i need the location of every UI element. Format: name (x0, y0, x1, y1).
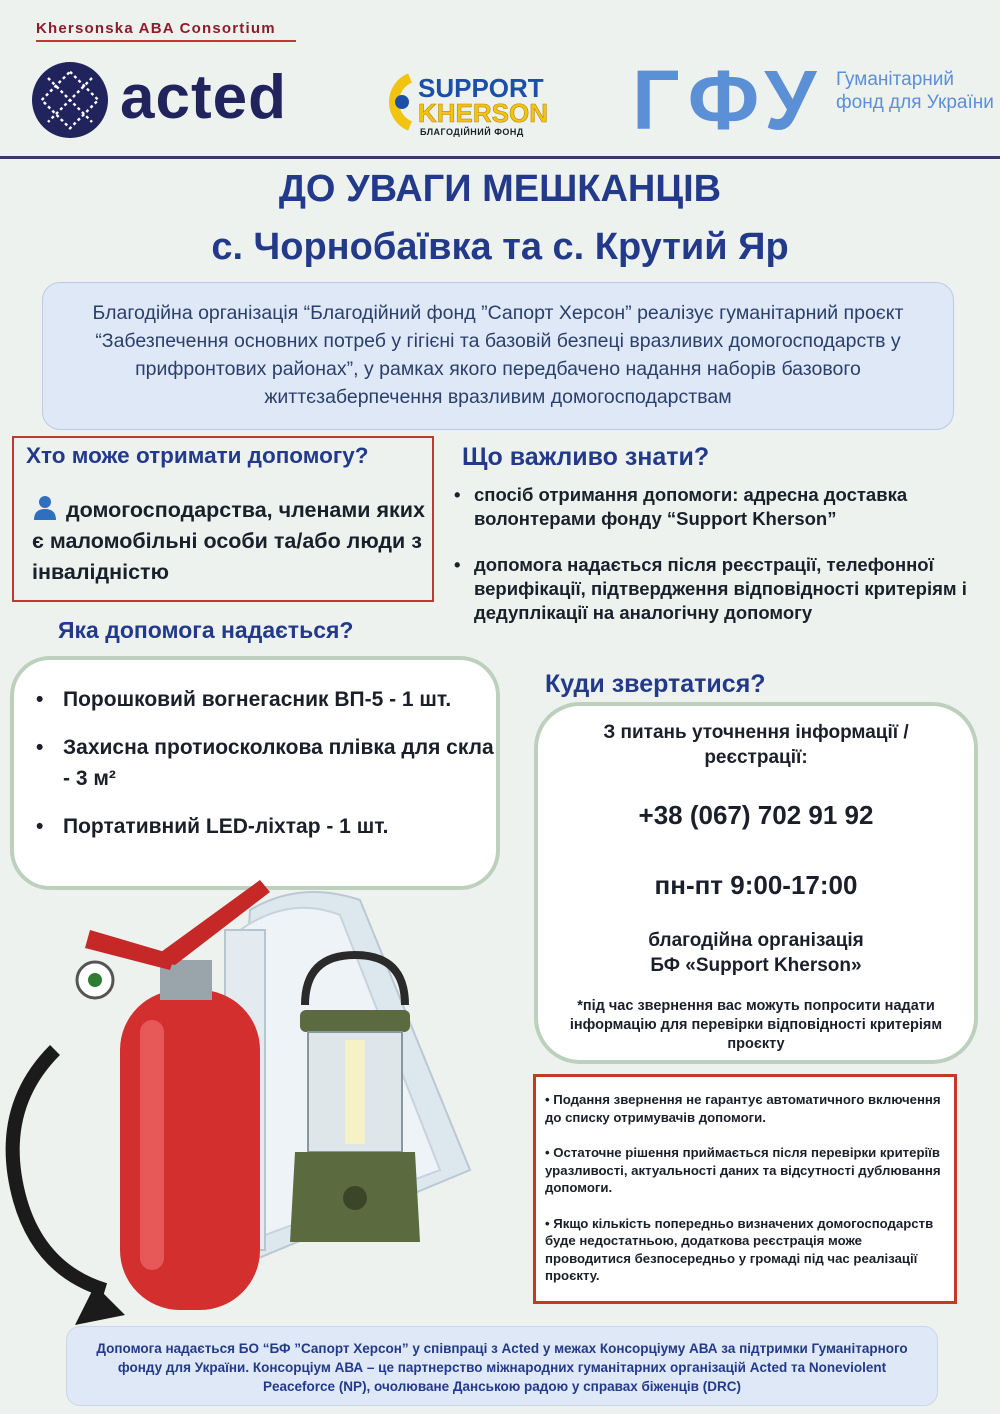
products-illustration (0, 870, 530, 1330)
disclaimer-item: • Якщо кількість попередньо визначених домогосподарств буде недостатньою, додаткова реєстрація може проводитися безпосередньо у громаді під час реалізації проєкту. (545, 1215, 934, 1283)
important-item: • допомога надається після реєстрації, телефонної верифікації, підтвердження відповідності критеріям і дедуплікації на аналогічну допомогу (452, 553, 972, 625)
contact-note: *під час звернення вас можуть попросити надати інформацію для перевірки відповідності критеріям проєкту (569, 998, 943, 1052)
help-heading: Яка допомога надається? (58, 617, 354, 643)
important-item: • спосіб отримання допомоги: адресна доставка волонтерами фонду “Support Kherson” (452, 483, 972, 531)
support-kherson-line1: SUPPORT (418, 73, 544, 103)
disclaimer-item: • Остаточне рішення приймається після перевірки критеріїв уразливості, актуальності даних та відсутності дублювання допомоги. (545, 1145, 941, 1195)
support-kherson-logo-icon (372, 72, 412, 132)
acted-wordmark: acted (120, 63, 287, 132)
important-heading: Що важливо знати? (462, 443, 710, 471)
support-kherson-subtitle: БЛАГОДІЙНИЙ ФОНД (420, 127, 524, 137)
disclaimer-list (545, 1091, 945, 1303)
support-kherson-line2: KHERSON (418, 98, 549, 128)
contact-org-line1: благодійна організація (648, 930, 864, 951)
contact-phone[interactable]: +38 (067) 702 91 92 (638, 800, 874, 830)
contact-hours: пн-пт 9:00-17:00 (654, 870, 858, 900)
consortium-label: Khersonska ABA Consortium (36, 20, 276, 37)
important-list (452, 483, 972, 647)
who-heading: Хто може отримати допомогу? (26, 443, 369, 468)
intro-text: Благодійна організація “Благодійний фонд ”Сапорт Херсон” реалізує гуманітарний проєкт “Забезпечення основних потреб у гігієні та базовій безпеці вразливих домогосподарств у прифронтових районах”, у рамках якого передбачено надання наборів базового життєзаберпечення вразливим домогосподарствам (42, 282, 954, 430)
contact-org-line2: БФ «Support Kherson» (650, 955, 862, 976)
page-subtitle: с. Чорнобаївка та с. Крутий Яр (211, 226, 789, 268)
contact-heading: Куди звертатися? (545, 670, 766, 698)
help-list (36, 684, 496, 859)
footer-text: Допомога надається БО “БФ ”Сапорт Херсон” у співпраці з Acted у межах Консорціуму АВА за підтримки Гуманітарного фонду для України. Консорціум АВА – це партнерство міжнародних гуманітарних організацій Acted та Noneviolent Peaceforce (NP), очолюване Данською радою у справах біженців (DRC) (66, 1326, 938, 1406)
gfu-name: Гуманітарний фонд для України (836, 69, 994, 113)
header-divider (0, 156, 1000, 159)
help-item: • Портативний LED-ліхтар - 1 шт. (36, 811, 496, 842)
help-item: • Порошковий вогнегасник ВП-5 - 1 шт. (36, 684, 496, 715)
contact-org (560, 928, 952, 978)
consortium-underline (36, 40, 296, 42)
who-text: домогосподарства, членами яких є маломобільні особи та/або люди з інвалідністю (32, 498, 425, 584)
who-text-block (32, 494, 432, 588)
help-item: • Захисна протиосколкова плівка для скла - 3 м² (36, 732, 496, 794)
contact-question: З питань уточнення інформації / реєстрації: (603, 722, 909, 768)
page-title: ДО УВАГИ МЕШКАНЦІВ (278, 168, 722, 210)
person-icon (32, 494, 58, 520)
disclaimer-item: • Подання звернення не гарантує автоматичного включення до списку отримувачів допомоги. (545, 1092, 941, 1125)
gfu-logo: ГФУ (632, 53, 825, 147)
acted-logo-icon (30, 60, 110, 140)
